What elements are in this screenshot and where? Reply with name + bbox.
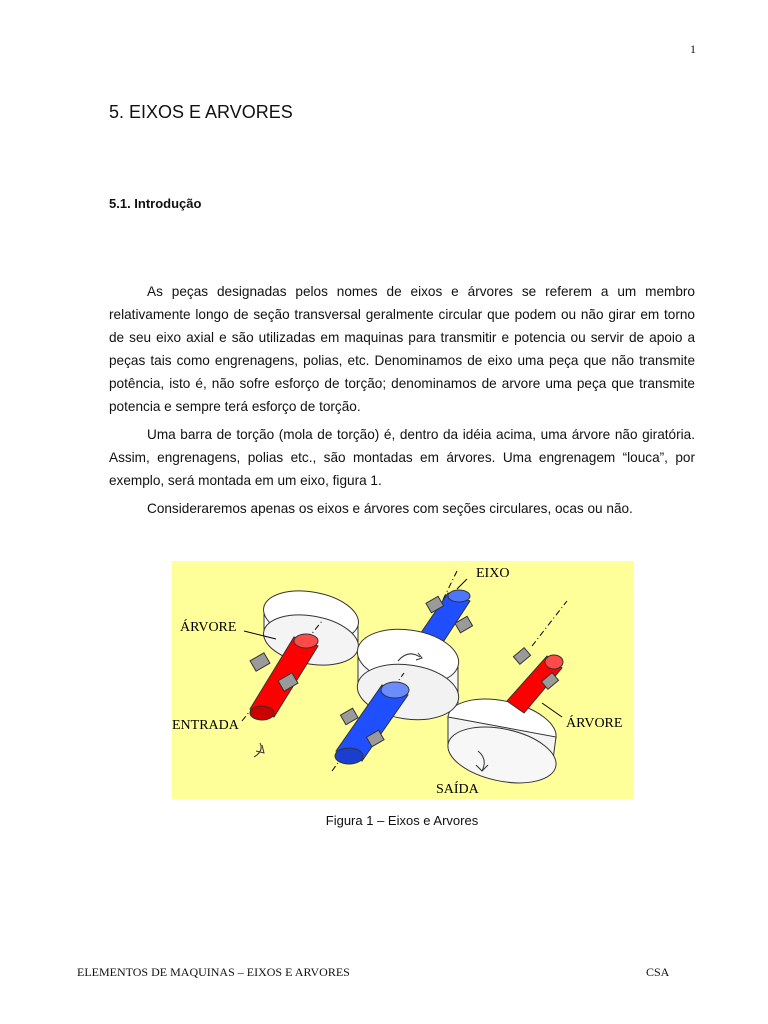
eixo-leader-line xyxy=(457,579,467,589)
footer-author: CSA xyxy=(646,965,670,979)
arvore-right-shaft xyxy=(507,601,567,713)
right-gear xyxy=(443,690,561,792)
gears-shafts-illustration xyxy=(172,561,634,799)
left-gear xyxy=(260,584,363,672)
section-title: 5.1. Introdução xyxy=(109,196,202,211)
label-arvore-left: ÁRVORE xyxy=(180,620,237,635)
paragraph-3: Consideraremos apenas os eixos e árvores com seções circulares, ocas ou não. xyxy=(147,501,633,516)
page-number: 1 xyxy=(690,42,696,56)
chapter-title: 5. EIXOS E ARVORES xyxy=(109,102,293,122)
figure-gears-shafts xyxy=(172,561,634,799)
label-entrada: ENTRADA xyxy=(172,718,239,733)
paragraph-2: Uma barra de torção (mola de torção) é, dentro da idéia acima, uma árvore não giratória. Assim, engrenagens, polias etc., são montadas em árvores. Uma engrenagem “louca”, por exemplo, será montada em um eixo, figura 1. xyxy=(109,427,695,488)
footer-title: ELEMENTOS DE MAQUINAS – EIXOS E ARVORES xyxy=(77,965,350,979)
label-eixo: EIXO xyxy=(476,566,510,581)
body-text xyxy=(109,280,695,525)
label-arvore-right: ÁRVORE xyxy=(566,716,623,731)
paragraph-1: As peças designadas pelos nomes de eixos e árvores se referem a um membro relativamente longo de seção transversal geralmente circular que podem ou não girar em torno de seu eixo axial e são utilizadas em maquinas para transmitir e potencia ou servir de apoio a peças tais como engrenagens, polias, etc. Denominamos de eixo uma peça que não transmite potência, isto é, não sofre esforço de torção; denominamos de arvore uma peça que transmite potencia e sempre terá esforço de torção. xyxy=(109,284,695,414)
figure-caption: Figura 1 – Eixos e Arvores xyxy=(325,813,479,828)
label-saida: SAÍDA xyxy=(436,782,479,797)
arvore-right-leader-line xyxy=(542,703,562,717)
